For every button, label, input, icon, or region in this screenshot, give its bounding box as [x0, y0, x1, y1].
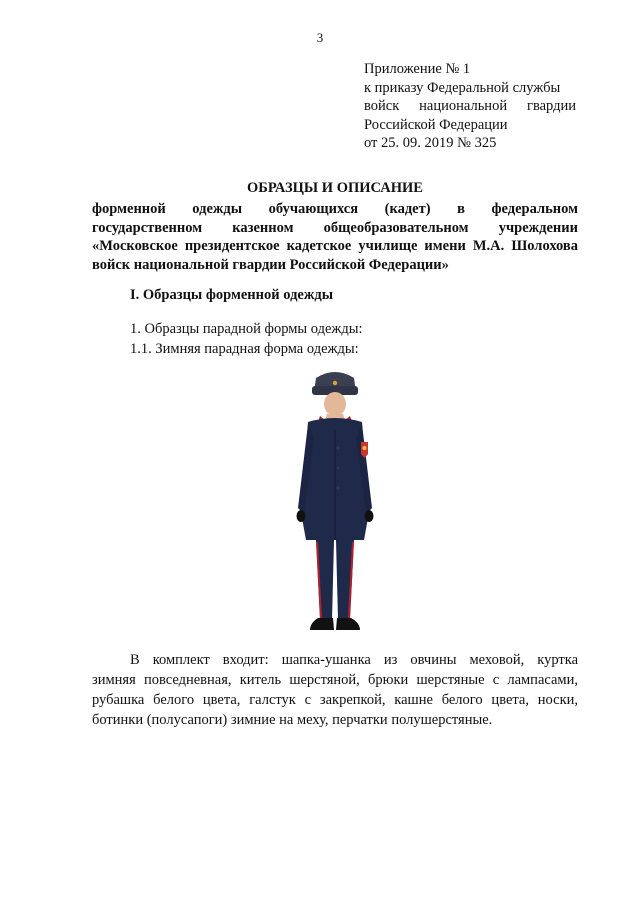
appendix-line-5: от 25. 09. 2019 № 325 [364, 135, 497, 151]
appendix-block [364, 60, 576, 153]
section-heading: I. Образцы форменной одежды [130, 287, 334, 303]
document-subtitle [92, 200, 578, 274]
kit-line-3: рубашка белого цвета, галстук с закрепкой, кашне белого цвета, носки, [92, 692, 578, 708]
subtitle-line-1: форменной одежды обучающихся (кадет) в федеральном [92, 201, 578, 217]
list-item-1-1: 1.1. Зимняя парадная форма одежды: [130, 341, 359, 357]
appendix-line-2: к приказу Федеральной службы [364, 79, 561, 96]
list-item-1: 1. Образцы парадной формы одежды: [130, 321, 363, 337]
appendix-line-3: войск национальной гвардии [364, 98, 576, 114]
kit-line-2: зимняя повседневная, китель шерстяной, брюки шерстяные с лампасами, [92, 672, 578, 688]
appendix-line-4: Российской Федерации [364, 116, 508, 133]
kit-description [92, 650, 578, 730]
appendix-line-1: Приложение № 1 [364, 61, 471, 77]
document-title: ОБРАЗЦЫ И ОПИСАНИЕ [247, 180, 423, 196]
subtitle-line-4: войск национальной гвардии Российской Федерации» [92, 256, 449, 273]
kit-line-1: В комплект входит: шапка-ушанка из овчины меховой, куртка [130, 652, 578, 668]
uniform-illustration [290, 368, 380, 634]
page-number: 3 [316, 30, 324, 45]
kit-line-4: ботинки (полусапоги) зимние на меху, перчатки полушерстяные. [92, 712, 493, 728]
subtitle-line-2: государственном казенном общеобразовательном учреждении [92, 219, 578, 236]
subtitle-line-3: «Московское президентское кадетское училище имени М.А. Шолохова [92, 238, 578, 254]
